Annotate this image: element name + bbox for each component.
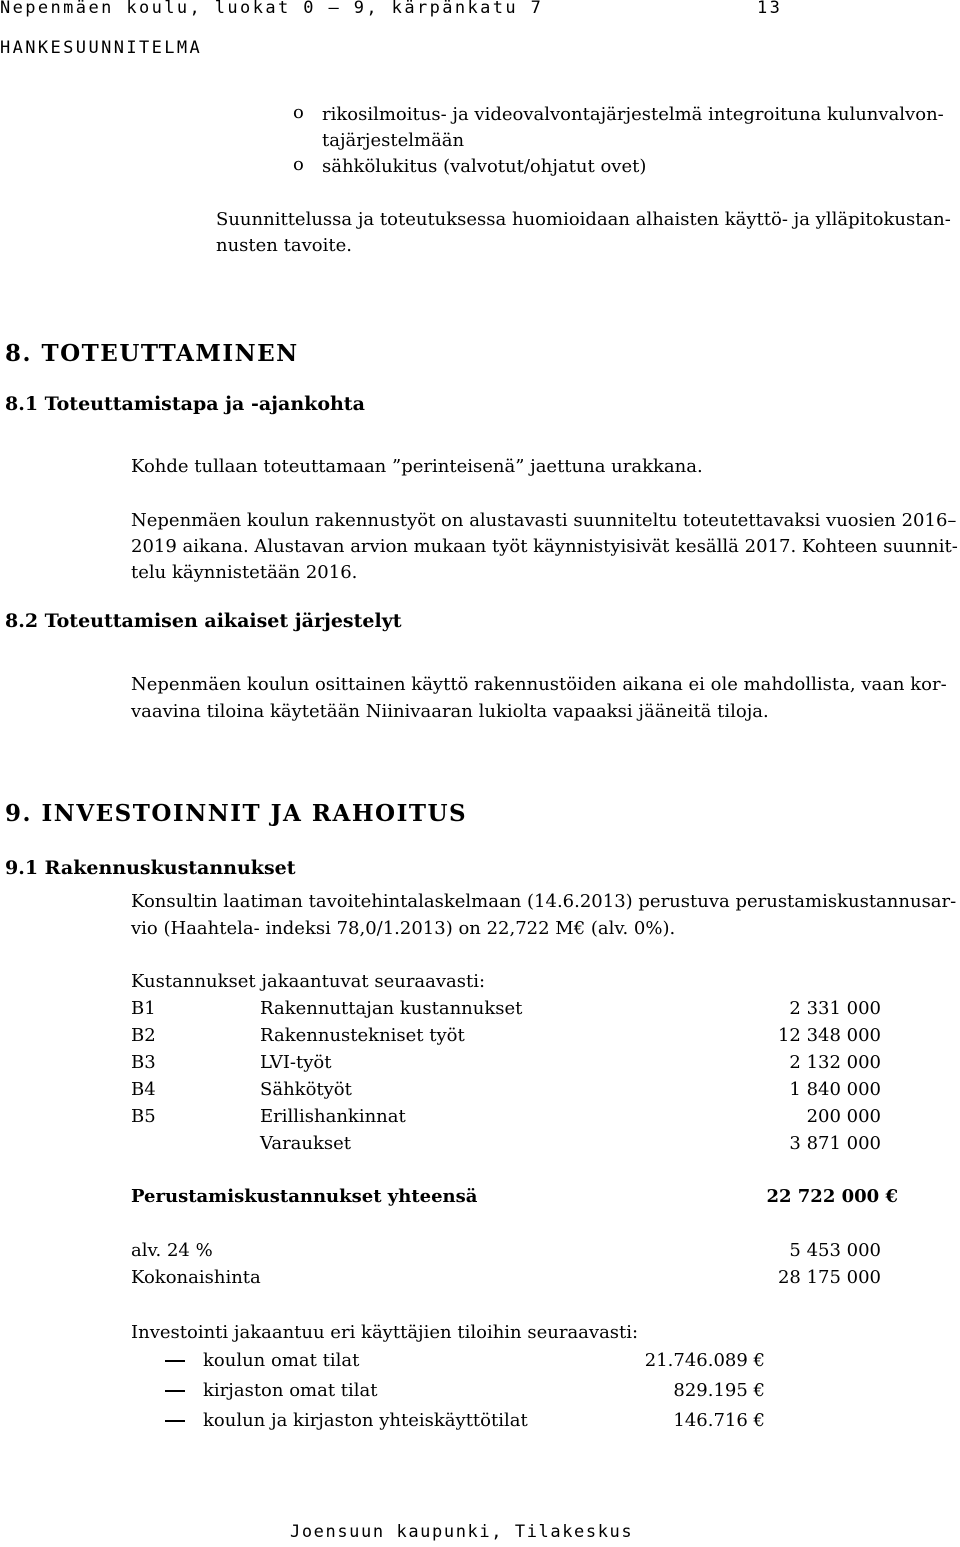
paragraph-line: 2019 aikana. Alustavan arvion mukaan työt käynnistyisivät kesällä 2017. Kohteen suunnit- <box>131 536 958 557</box>
subsection-heading: 9.1 Rakennuskustannukset <box>5 857 296 879</box>
total-amount: 22 722 000 € <box>766 1186 898 1207</box>
bullet-marker: o <box>293 102 304 123</box>
total-label: Perustamiskustannukset yhteensä <box>131 1186 478 1207</box>
cost-name: Erillishankinnat <box>260 1106 406 1127</box>
subsection-heading: 8.1 Toteuttamistapa ja -ajankohta <box>5 393 365 415</box>
cost-row <box>131 1103 881 1130</box>
investment-intro: Investointi jakaantuu eri käyttäjien tiloihin seuraavasti: <box>131 1322 639 1343</box>
header-subtitle: HANKESUUNNITELMA <box>0 38 203 58</box>
dash-marker <box>165 1360 185 1362</box>
paragraph-line: Kohde tullaan toteuttamaan ”perinteisenä” jaettuna urakkana. <box>131 456 703 477</box>
investment-row <box>165 1376 765 1406</box>
cost-row <box>131 1076 881 1103</box>
dash-marker <box>165 1420 185 1422</box>
bullet-text: rikosilmoitus- ja videovalvontajärjestelmä integroituna kulunvalvon- <box>322 104 944 125</box>
cost-code: B1 <box>131 998 156 1019</box>
cost-name: LVI-työt <box>260 1052 332 1073</box>
cost-name: Rakennuttajan kustannukset <box>260 998 523 1019</box>
grand-total-label: Kokonaishinta <box>131 1267 261 1288</box>
cost-amount: 200 000 <box>806 1106 881 1127</box>
cost-name: Rakennustekniset työt <box>260 1025 465 1046</box>
investment-name: koulun omat tilat <box>203 1350 360 1371</box>
cost-amount: 3 871 000 <box>789 1133 881 1154</box>
investment-name: kirjaston omat tilat <box>203 1380 378 1401</box>
cost-code: B5 <box>131 1106 156 1127</box>
cost-name: Sähkötyöt <box>260 1079 352 1100</box>
cost-amount: 12 348 000 <box>777 1025 881 1046</box>
subsection-heading: 8.2 Toteuttamisen aikaiset järjestelyt <box>5 610 402 632</box>
cost-row <box>131 1022 881 1049</box>
cost-code: B3 <box>131 1052 156 1073</box>
cost-code: B4 <box>131 1079 156 1100</box>
paragraph-line: Nepenmäen koulun osittainen käyttö rakennustöiden aikana ei ole mahdollista, vaan kor- <box>131 674 947 695</box>
grand-total-amount: 28 175 000 <box>777 1267 881 1288</box>
cost-name: Varaukset <box>260 1133 352 1154</box>
costs-intro: Kustannukset jakaantuvat seuraavasti: <box>131 971 486 992</box>
investment-amount: 146.716 € <box>673 1410 765 1431</box>
paragraph-line: vaavina tiloina käytetään Niinivaaran lukiolta vapaaksi jääneitä tiloja. <box>131 701 769 722</box>
paragraph-line: Konsultin laatiman tavoitehintalaskelmaan (14.6.2013) perustuva perustamiskustannusar- <box>131 891 957 912</box>
paragraph-line: Nepenmäen koulun rakennustyöt on alustavasti suunniteltu toteutettavaksi vuosien 2016– <box>131 510 957 531</box>
header-title: Nepenmäen koulu, luokat 0 – 9, kärpänkatu 7 <box>0 0 544 18</box>
investment-name: koulun ja kirjaston yhteiskäyttötilat <box>203 1410 528 1431</box>
grand-total-row <box>131 1264 881 1291</box>
bullet-text-cont: tajärjestelmään <box>322 130 465 151</box>
cost-code: B2 <box>131 1025 156 1046</box>
investment-amount: 21.746.089 € <box>644 1350 765 1371</box>
cost-amount: 2 132 000 <box>789 1052 881 1073</box>
paragraph-line: vio (Haahtela- indeksi 78,0/1.2013) on 22,722 M€ (alv. 0%). <box>131 918 676 939</box>
cost-amount: 1 840 000 <box>789 1079 881 1100</box>
paragraph-line: telu käynnistetään 2016. <box>131 562 358 583</box>
footer-text: Joensuun kaupunki, Tilakeskus <box>290 1522 634 1542</box>
bullet-marker: o <box>293 154 304 175</box>
cost-row <box>131 995 881 1022</box>
vat-amount: 5 453 000 <box>789 1240 881 1261</box>
dash-marker <box>165 1390 185 1392</box>
cost-row <box>131 1049 881 1076</box>
investment-row <box>165 1406 765 1436</box>
intro-paragraph-line: Suunnittelussa ja toteutuksessa huomioidaan alhaisten käyttö- ja ylläpitokustan- <box>216 209 951 230</box>
cost-amount: 2 331 000 <box>789 998 881 1019</box>
bullet-text: sähkölukitus (valvotut/ohjatut ovet) <box>322 156 647 177</box>
investment-row <box>165 1346 765 1376</box>
vat-row <box>131 1237 881 1264</box>
section-heading: 8. TOTEUTTAMINEN <box>5 340 299 367</box>
section-heading: 9. INVESTOINNIT JA RAHOITUS <box>5 800 468 827</box>
investment-amount: 829.195 € <box>673 1380 765 1401</box>
cost-row <box>131 1130 881 1157</box>
intro-paragraph-line: nusten tavoite. <box>216 235 352 256</box>
total-row <box>131 1183 898 1210</box>
page-number: 13 <box>757 0 783 18</box>
vat-label: alv. 24 % <box>131 1240 213 1261</box>
